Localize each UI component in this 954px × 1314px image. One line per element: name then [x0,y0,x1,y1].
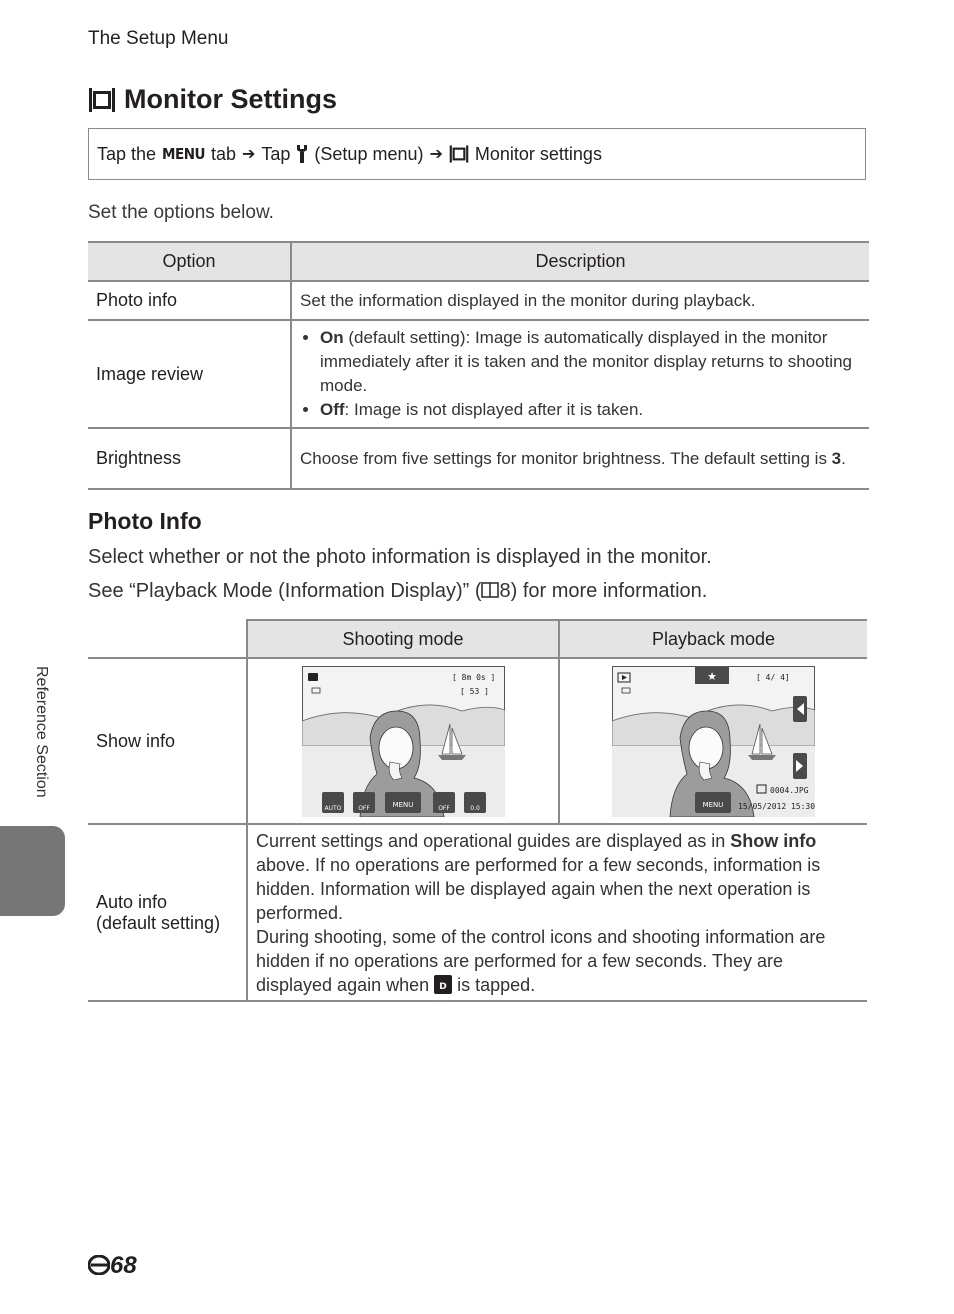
section-heading: Photo Info [88,508,202,534]
page-number-text: 68 [110,1252,137,1279]
desc-brightness [291,428,869,489]
table-row [88,824,867,1001]
next-image-button[interactable] [793,753,807,779]
desc-image-review [291,320,869,428]
header-playback-mode: Playback mode [559,620,867,658]
macro-button[interactable] [433,792,455,813]
option-photo-info: Photo info [88,281,291,320]
auto-text-post: above. If no operations are performed for a few seconds, information is hidden. Information will be displayed again when the next operation is performed. [256,854,821,923]
file-name: 0004.JPG [770,785,809,795]
side-section-label: Reference Section [33,666,50,798]
page-title-text: Monitor Settings [124,84,337,114]
option-image-review: Image review [88,320,291,428]
table-row [88,658,867,824]
auto-info-label: Auto info [96,891,168,912]
wrench-icon [296,144,308,164]
flash-auto-button[interactable] [322,792,344,813]
time-remaining-readout: [ 8m 0s ] [451,672,495,682]
previous-image-button[interactable] [793,696,807,722]
playback-screen-image [612,666,815,817]
brightness-default: 3 [831,448,842,468]
macro-label: OFF [437,804,450,812]
exposures-readout: [ 53 ] [459,686,489,696]
arrow-right-icon-2: ➔ [429,146,443,163]
star-icon: ★ [707,670,717,683]
book-ref-icon [481,581,499,599]
auto-text-bold: Show info [730,830,817,851]
table-row [88,320,869,428]
shooting-screen-image [302,666,505,817]
para2-pre: See “Playback Mode (Information Display)” ( [88,580,482,602]
playback-screen-cell [559,658,867,824]
section-thumb-tab [0,826,65,916]
menu-label: MENU [392,800,413,809]
running-head: The Setup Menu [88,28,229,49]
path-monitor: Monitor settings [474,143,602,164]
path-tap: Tap [261,143,291,164]
row-auto-info [88,824,247,1001]
header-option: Option [88,242,291,281]
image-counter: [ 4/ 4] [756,672,790,682]
shooting-screen-cell [247,658,559,824]
monitor-settings-icon-small [449,144,469,164]
brightness-text: Choose from five settings for monitor brightness. The default setting is [300,448,832,468]
path-tab: tab [210,143,236,164]
table-row [88,428,869,489]
arrow-right-icon: ➔ [241,146,256,163]
list-item [320,398,861,422]
camera-mode-icon [308,673,318,681]
menu-tab-label: MENU [162,145,205,163]
auto-text2-post: is tapped. [452,974,536,995]
reference-e-icon [88,1255,110,1275]
disp-icon [434,975,452,994]
favorite-star-button[interactable] [695,667,729,684]
navigation-path [88,128,866,180]
desc-photo-info: Set the information displayed in the monitor during playback. [291,281,869,320]
auto-info-default: (default setting) [96,912,221,933]
auto-info-description [247,824,867,1001]
menu-button-playback[interactable] [695,792,731,813]
option-brightness: Brightness [88,428,291,489]
intro-text: Set the options below. [88,202,274,223]
exposure-button[interactable] [464,792,486,813]
page-number [88,1252,137,1280]
header-shooting-mode: Shooting mode [247,620,559,658]
exposure-label: 0.0 [469,804,480,812]
photo-info-table [88,619,867,1002]
photo-info-paragraph-1: Select whether or not the photo information is displayed in the monitor. [88,546,712,568]
table-row [88,281,869,320]
bullet-on: On [320,328,344,347]
monitor-settings-icon [88,87,116,113]
auto-text2-pre: During shooting, some of the control icons and shooting information are hidden if no operations are performed for a few seconds. They are displayed again when [256,926,826,995]
list-item [320,326,861,398]
svg-text:D: D [439,981,447,992]
brightness-end: . [841,448,846,468]
auto-text-pre: Current settings and operational guides are displayed as in [256,830,731,851]
bullet-on-text: (default setting): Image is automatically displayed in the monitor immediately after it is taken and the monitor display returns to shooting mode. [320,328,852,395]
flash-auto-label: AUTO [324,804,341,812]
para2-ref: 8 [499,580,511,602]
self-timer-label: OFF [357,804,370,812]
header-description: Description [291,242,869,281]
bullet-off: Off [320,400,345,419]
self-timer-button[interactable] [353,792,375,813]
path-tap-the: Tap the [97,143,157,164]
photo-info-paragraph-2 [88,580,707,603]
row-show-info: Show info [88,658,247,824]
page-title [88,84,337,115]
para2-post: ) for more information. [510,580,708,602]
menu-label-playback: MENU [702,800,724,809]
header-empty [88,620,247,658]
options-table [88,241,869,490]
date-time: 15/05/2012 15:30 [738,801,815,811]
path-setup: (Setup menu) [314,143,424,164]
bullet-off-text: : Image is not displayed after it is taken. [344,400,644,419]
menu-button[interactable] [385,792,421,813]
